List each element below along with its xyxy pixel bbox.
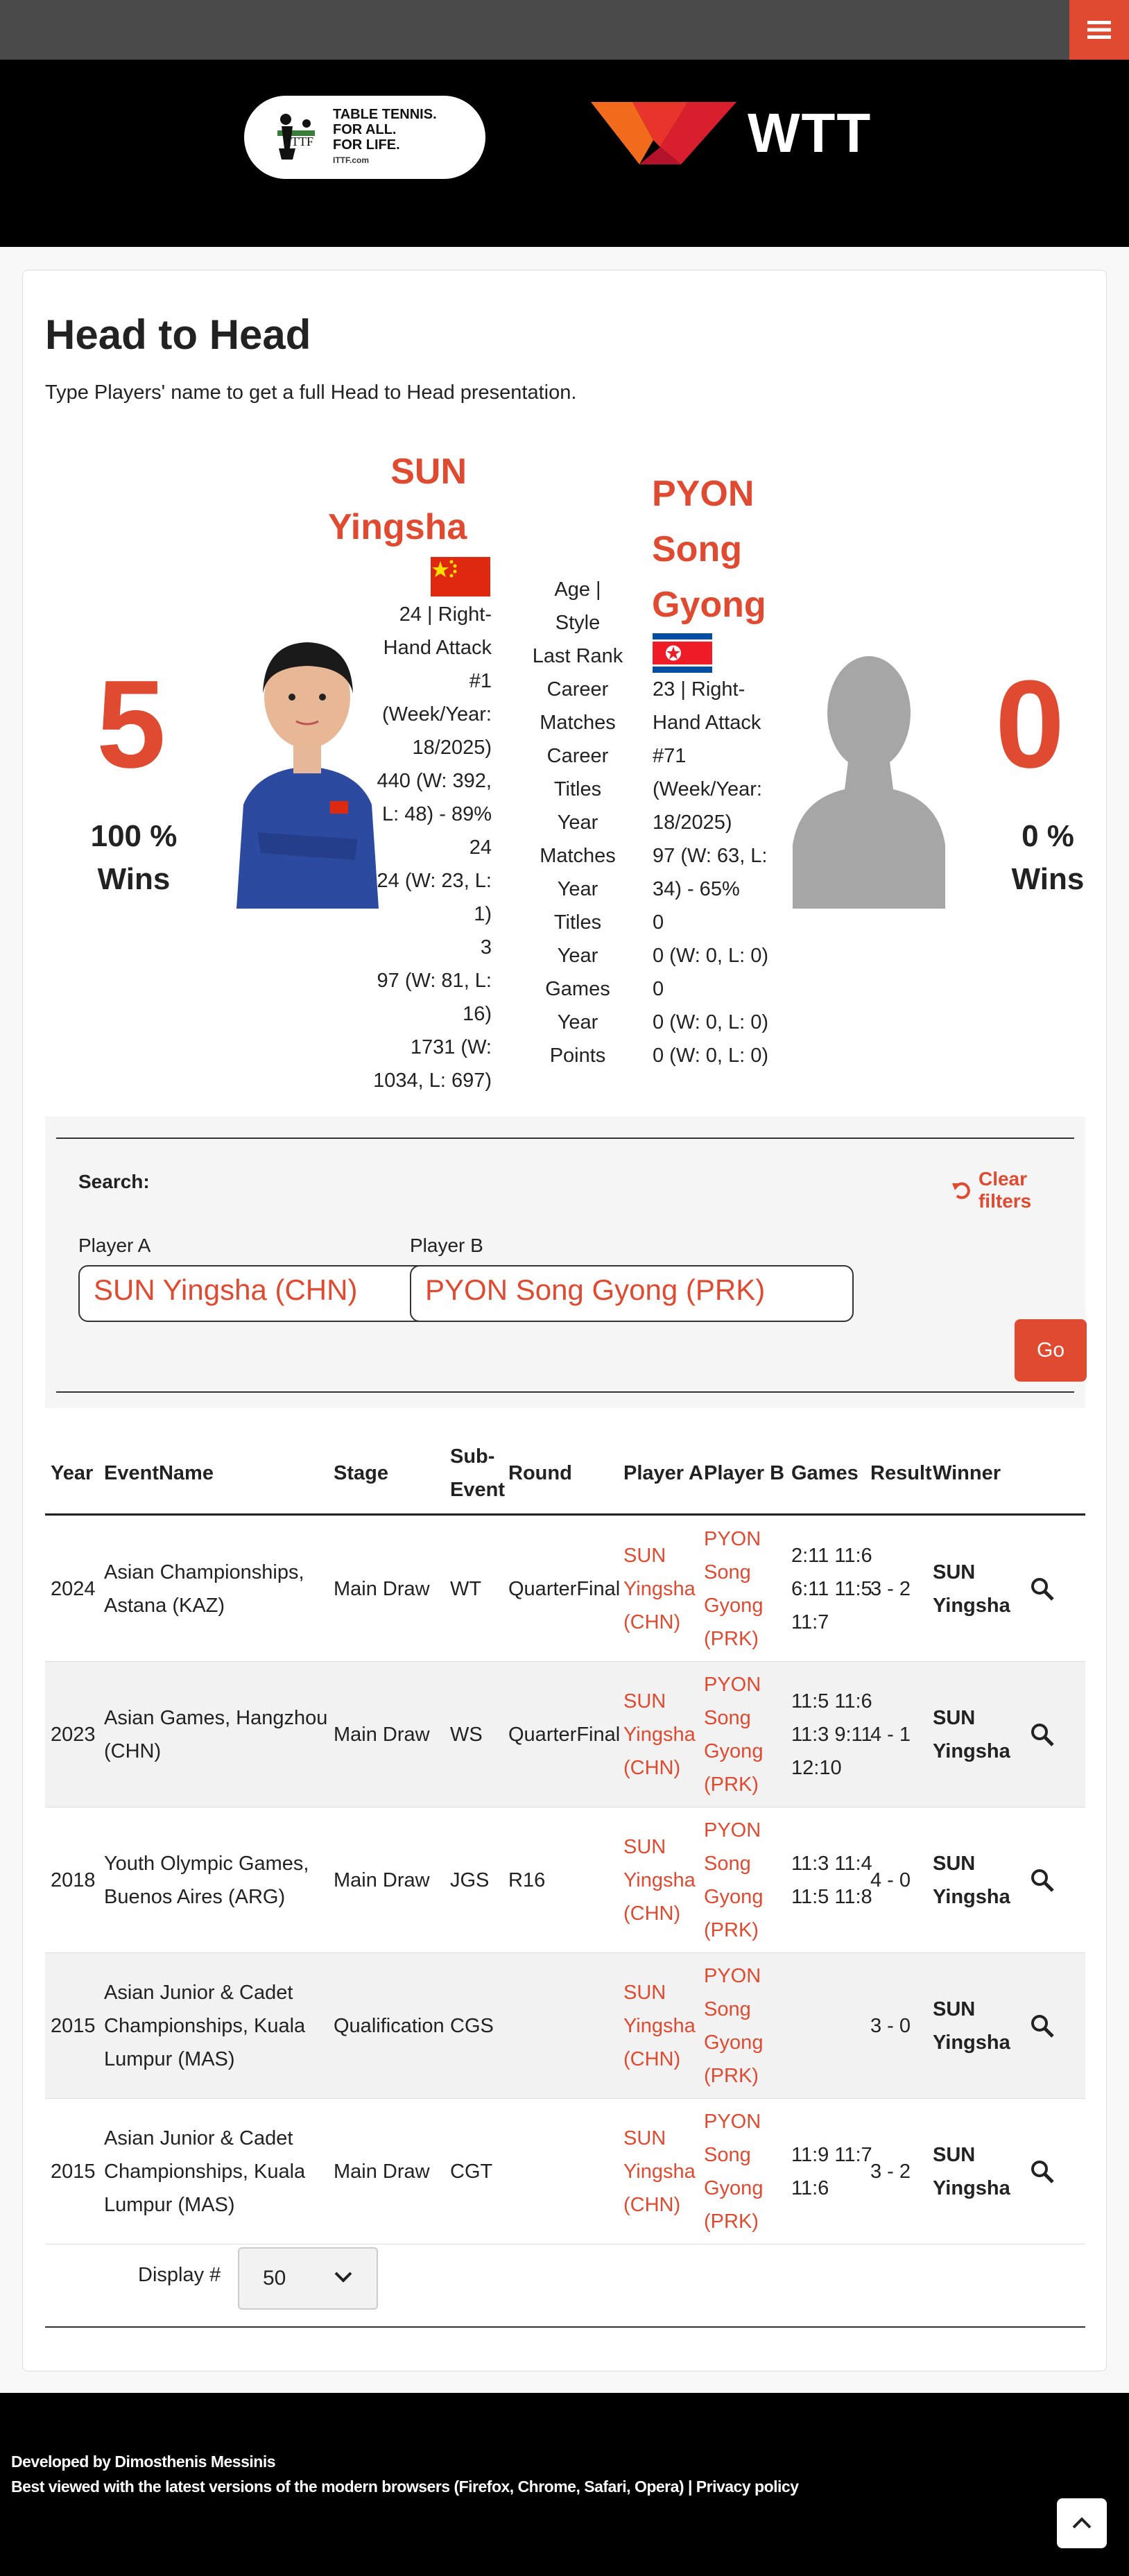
clear-filters-label: Clear filters: [978, 1168, 1032, 1212]
pagination-divider: [45, 2326, 1085, 2328]
cell-round: QuarterFinal: [508, 1724, 621, 1746]
table-row: [45, 1515, 1085, 1661]
table-row: [45, 1952, 1085, 2098]
page-title: Head to Head: [45, 311, 311, 358]
player-b-name[interactable]: PYON Song Gyong: [652, 474, 766, 625]
cell-stage: Main Draw: [334, 1724, 430, 1746]
th-player-b[interactable]: Player B: [704, 1462, 785, 1484]
player-a-input[interactable]: SUN Yingsha (CHN): [78, 1265, 425, 1322]
stat-labels: Age | Style Last Rank Career Matches Career Titles Year Matches Year Titles Year Games Year Points: [532, 578, 623, 1067]
cell-player-b[interactable]: PYON Song Gyong (PRK): [704, 1965, 764, 2087]
head-to-head-card: [22, 270, 1107, 2371]
wtt-logo[interactable]: [591, 98, 872, 168]
th-games[interactable]: Games: [791, 1462, 859, 1484]
go-button[interactable]: Go: [1015, 1319, 1087, 1382]
cell-event: Asian Junior & Cadet Championships, Kuala Lumpur (MAS): [104, 2127, 306, 2216]
wtt-mark-icon: [591, 98, 736, 168]
display-count-select[interactable]: [238, 2247, 378, 2310]
th-round[interactable]: Round: [508, 1462, 572, 1484]
cell-stage: Main Draw: [334, 1869, 430, 1891]
cell-event: Asian Junior & Cadet Championships, Kuala Lumpur (MAS): [104, 1982, 306, 2070]
cell-year: 2015: [51, 2161, 96, 2183]
wtt-wordmark: WTT: [748, 102, 872, 164]
th-year[interactable]: Year: [51, 1462, 94, 1484]
cell-round: R16: [508, 1869, 546, 1891]
th-stage[interactable]: Stage: [334, 1462, 388, 1484]
cell-stage: Main Draw: [334, 1578, 430, 1600]
player-b-wins: 0 % Wins: [1011, 819, 1085, 896]
th-event[interactable]: EventName: [104, 1462, 214, 1484]
cell-year: 2018: [51, 1869, 96, 1891]
cell-winner: SUN Yingsha: [933, 1707, 1010, 1762]
footer-developer[interactable]: Developed by Dimosthenis Messinis: [11, 2453, 276, 2471]
menu-button[interactable]: [1069, 0, 1129, 60]
cell-winner: SUN Yingsha: [933, 1561, 1010, 1617]
cell-winner: SUN Yingsha: [933, 2144, 1010, 2199]
cell-player-b[interactable]: PYON Song Gyong (PRK): [704, 2111, 764, 2233]
cell-player-a[interactable]: SUN Yingsha (CHN): [623, 1836, 696, 1925]
cell-player-a[interactable]: SUN Yingsha (CHN): [623, 2127, 696, 2216]
display-count-label: Display #: [138, 2264, 221, 2286]
table-row: [45, 1661, 1085, 1807]
scroll-to-top-button[interactable]: [1057, 2498, 1107, 2548]
player-a-stats: 24 | Right- Hand Attack #1 (Week/Year: 18/2025) 440 (W: 392, L: 48) - 89% 24 24 (W: 23, L: 1) 3 97 (W: 81, L: 16) 1731 (W: 1034, L: 697): [373, 603, 492, 1092]
footer: [0, 2393, 1129, 2576]
search-top-divider: [56, 1137, 1074, 1139]
cell-stage: Main Draw: [334, 2161, 430, 2183]
ittf-logo[interactable]: [244, 96, 485, 179]
search-bottom-divider: [56, 1391, 1074, 1393]
cell-sub-event: CGT: [450, 2161, 493, 2183]
cell-games: 11:9 11:7 11:6: [791, 2144, 872, 2199]
cell-sub-event: WS: [450, 1724, 483, 1746]
player-b-score: 0: [995, 655, 1065, 794]
svg-text:ITTF: ITTF: [287, 135, 313, 148]
table-row: [45, 2098, 1085, 2244]
player-a-flag: [431, 557, 490, 596]
cell-player-a[interactable]: SUN Yingsha (CHN): [623, 1982, 696, 2070]
player-b-input[interactable]: PYON Song Gyong (PRK): [410, 1265, 854, 1322]
footer-browsers[interactable]: Best viewed with the latest versions of the modern browsers (Firefox, Chrome, Safari, Opera) | Privacy policy: [11, 2478, 799, 2496]
page-intro: Type Players' name to get a full Head to Head presentation.: [45, 381, 577, 404]
cell-player-a[interactable]: SUN Yingsha (CHN): [623, 1690, 696, 1779]
hamburger-icon: [1087, 19, 1111, 40]
cell-event: Asian Championships, Astana (KAZ): [104, 1561, 304, 1617]
player-b-label: Player B: [410, 1235, 483, 1256]
search-icon[interactable]: [1030, 1868, 1055, 1893]
cell-year: 2015: [51, 2015, 96, 2037]
display-count-value: 50: [263, 2267, 286, 2290]
cell-sub-event: JGS: [450, 1869, 490, 1891]
cell-player-b[interactable]: PYON Song Gyong (PRK): [704, 1819, 764, 1941]
search-icon[interactable]: [1030, 2013, 1055, 2038]
cell-event: Asian Games, Hangzhou (CHN): [104, 1707, 328, 1762]
table-row: [45, 1807, 1085, 1952]
cell-player-a[interactable]: SUN Yingsha (CHN): [623, 1545, 696, 1633]
th-sub-event[interactable]: Sub- Event: [450, 1445, 505, 1501]
cell-round: QuarterFinal: [508, 1578, 621, 1600]
player-b-stats: 23 | Right- Hand Attack #71 (Week/Year: 18/2025) 97 (W: 63, L: 34) - 65% 0 0 (W: 0, L: 0) 0 0 (W: 0, L: 0) 0 (W: 0, L: 0): [653, 678, 769, 1067]
undo-icon: [951, 1179, 973, 1201]
cell-sub-event: WT: [450, 1578, 482, 1600]
table-tennis-player-icon: [272, 110, 320, 165]
player-a-wins: 100 % Wins: [90, 819, 178, 896]
th-result[interactable]: Result: [870, 1462, 932, 1484]
cell-event: Youth Olympic Games, Buenos Aires (ARG): [104, 1853, 309, 1908]
cell-result: 3 - 2: [870, 2161, 911, 2183]
player-a-name[interactable]: SUN Yingsha: [328, 452, 467, 547]
search-icon[interactable]: [1030, 2159, 1055, 2184]
cell-stage: Qualification: [334, 2015, 445, 2037]
cell-player-b[interactable]: PYON Song Gyong (PRK): [704, 1674, 764, 1796]
search-panel: [45, 1117, 1085, 1408]
cell-year: 2023: [51, 1724, 96, 1746]
player-b-flag: [653, 633, 712, 673]
cell-player-b[interactable]: PYON Song Gyong (PRK): [704, 1528, 764, 1650]
th-player-a[interactable]: Player A: [623, 1462, 703, 1484]
cell-sub-event: CGS: [450, 2015, 494, 2037]
cell-result: 4 - 0: [870, 1869, 911, 1891]
cell-games: 11:3 11:4 11:5 11:8: [791, 1853, 872, 1908]
cell-games: 11:5 11:6 11:3 9:11 12:10: [791, 1690, 872, 1779]
cell-winner: SUN Yingsha: [933, 1853, 1010, 1908]
search-label: Search:: [78, 1171, 150, 1192]
clear-filters-button[interactable]: [951, 1168, 1085, 1212]
cell-winner: SUN Yingsha: [933, 1998, 1010, 2054]
player-b-photo-placeholder: [779, 644, 959, 909]
top-bar: [0, 0, 1129, 60]
search-icon[interactable]: [1030, 1577, 1055, 1602]
ittf-tagline: TABLE TENNIS. FOR ALL. FOR LIFE. ITTF.com: [333, 107, 437, 165]
player-a-label: Player A: [78, 1235, 151, 1256]
th-winner[interactable]: Winner: [933, 1462, 1001, 1484]
search-icon[interactable]: [1030, 1722, 1055, 1747]
cell-games: 2:11 11:6 6:11 11:5 11:7: [791, 1545, 872, 1633]
cell-year: 2024: [51, 1578, 96, 1600]
player-a-score: 5: [96, 655, 166, 794]
chevron-down-icon: [334, 2271, 353, 2283]
cell-result: 3 - 0: [870, 2015, 911, 2037]
logo-banner: [0, 60, 1129, 247]
chevron-up-icon: [1071, 2516, 1092, 2530]
cell-result: 3 - 2: [870, 1578, 911, 1600]
cell-result: 4 - 1: [870, 1724, 911, 1746]
